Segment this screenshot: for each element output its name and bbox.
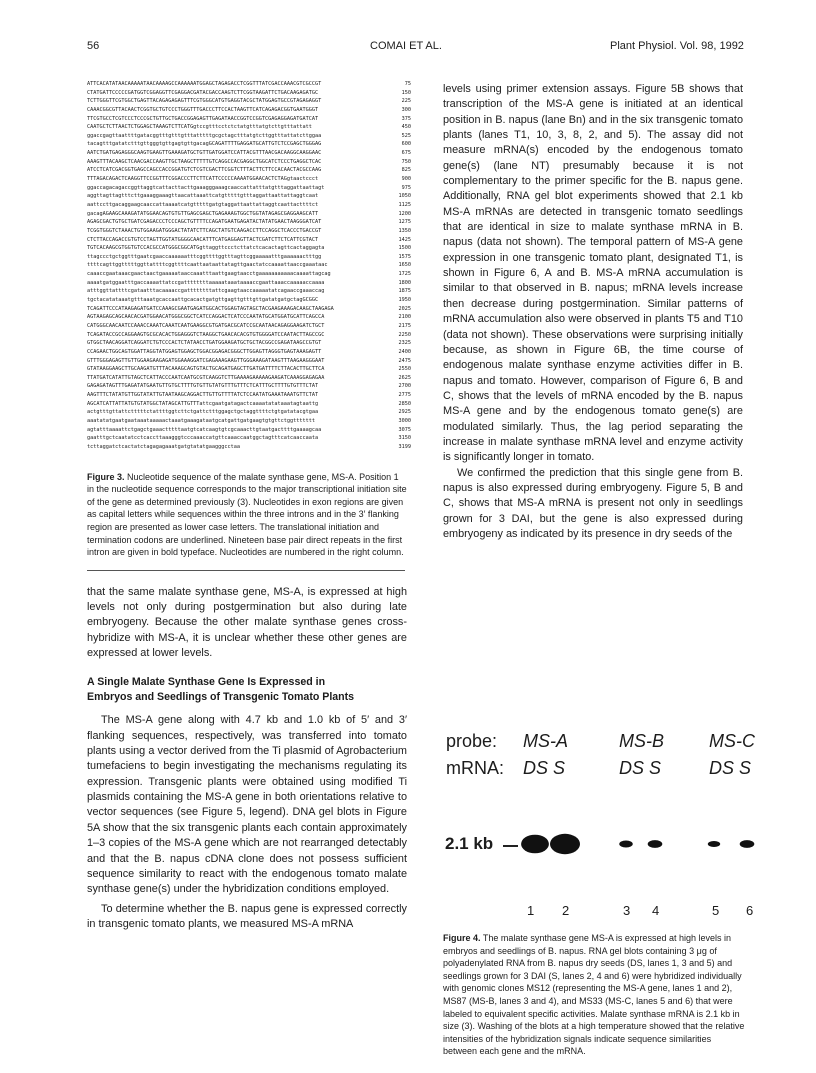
right-paragraph-1: levels using primer extension assays. Figure 5B shows that transcription of the MS-A gene is initiated at an identical position in B. napus (lane Bn) and in the six transgenic tomato plants (lanes T1, 10, 3, 8, 2, and 5). The assay did not measure mRNA(s) encoded by the endogenous tomato gene(s) (lane NT) presumably because it is not complementary to the primer specific for the B. napus gene. Additionally, RNA gel blot experiments showed that 2.1 kb MS-A mRNAs are detected in transgenic tomato seedlings that are identical in size to malate synthase mRNA in B. napus (data not shown). The temporal pattern of MS-A gene expression in one transgenic tomato plant, designated T1, is shown in Figure 6, A and B. MS-A mRNA accumulation is similar to that observed in B. napus; mRNA levels increase then decrease during postgermination. Similar patterns of mRNA accumulation also were observed in plants T5 and T10 (data not shown). These observations were surprising initially because, as shown in Figure 6B, the time course of endogenous malate synthase enzyme activities differ in B. napus and tomato. However, comparison of Figure 6, B and C, shows that the levels of mRNA encoded by the B. napus MS-A gene and by the endogenous tomato gene(s) are modulated similarly. Thus, the lag period separating the increase in malate synthase mRNA level and enzyme activity is significantly longer in tomato. — [443, 83, 743, 464]
sequence-text: TTTAGACAGACTCAAGGTTCCGGTTTCGGACCCTTCTTCATTCCCCCAAAATGGAACACTCTAGgtaactccct — [87, 176, 319, 183]
sequence-position: 3075 — [398, 426, 411, 433]
sequence-line — [87, 218, 411, 227]
figure-3-caption-text: Nucleotide sequence of the malate synthase gene, MS-A. Position 1 in the nucleotide sequence corresponds to the major transcriptional initiation site of the gene as determined previously (3). Nucleotides in exon regions are given as capital letters while sequences within the three introns and in the 3′ flanking region are presented as lower case letters. The translational initiation and termination codons are underlined. Nineteen base pair direct repeats in the first intron are given in bold typeface. Nucleotides are numbered in the right column. — [87, 471, 407, 558]
lane-number-2: 2 — [562, 903, 570, 918]
sequence-text: tgctacatataaatgtttaaatgcaccaattgcacactgatgttgagttgtttgttgatatgatgctagGCGGC — [87, 297, 319, 304]
sequence-text: aaaatgatggaatttgaccaaaattatccgattttttttaaaaataaataaaaccgaattaaaccaaaaaccaaaa — [87, 279, 325, 286]
section-heading — [87, 675, 407, 705]
sequence-text: AGAGCGACTGTGCTGATCGAGACCCTCCCAGCTGTTTTCCAGATGAATGAGATACTATATGAACTAAGGGATCAT — [87, 219, 322, 226]
sequence-text: atttggttattttcgataatttacaaaaccgattttttttattcgaagtaaccaaaaatatcagaaccgaaaccag — [87, 288, 325, 295]
sequence-position: 150 — [401, 89, 411, 96]
sequence-position: 75 — [404, 81, 411, 87]
sequence-text: GTGGCTAACAGGATCAGGATCTGTCCCACTCTATAACCTGATGGAAGATGCTGCTACGGCCGAGATAAGCCGTGT — [87, 340, 322, 347]
sequence-position: 825 — [401, 167, 411, 174]
blot-bands — [443, 724, 778, 864]
left-paragraph-3: To determine whether the B. napus gene is expressed correctly in transgenic tomato plants, we measured MS-A mRNA — [87, 902, 407, 930]
sequence-position: 2400 — [398, 348, 411, 355]
sequence-text: GTTTGGGAGAGTTGTTGGAAGAAGAGATGGAAAGGATCGAGAAAGAAGTTGGGAAAGATAAGTTTAAGAAGGGAAT — [87, 357, 325, 364]
left-column — [87, 80, 411, 932]
left-paragraph-2: The MS-A gene along with 4.7 kb and 1.0 kb of 5′ and 3′ flanking sequences, respectively, was transferred into tomato plants using a vector derived from the Ti plasmid of Agrobacterium tumefaciens to begin investigating the mechanisms regulating its expression. Transgenic plants were obtained using modified Ti plasmids containing the MS-A gene in both orientations relative to vector sequences (see Figure 5, legend). DNA gel blots in Figure 5A show that the six transgenic plants each contain approximately 1–3 copies of the MS-A gene which are not rearranged detectably and that the B. napus cDNA clone does not possess sufficient sequence similarity to react with the endogenous tomato malate synthase gene(s) under the hybridization conditions employed. — [87, 714, 407, 896]
sequence-text: ttttcagttggtttttggttattttcggttttcaattaataattatagttgaactatccaaaattaaccgaaataac — [87, 262, 328, 269]
sequence-position: 750 — [401, 158, 411, 165]
figure-4-caption-text: The malate synthase gene MS-A is expressed at high levels in embryos and seedlings of B. napus. RNA gel blots containing 3 μg of polyadenylated RNA from B. napus dry seeds (DS, lanes 1, 3 and 5) and seedlings grown for 3 DAI (S, lanes 2, 4 and 6) were hybridized individually with genomic clones MS12 (representing the MS-A gene, lanes 1 and 2), MS87 (MS-B, lanes 3 and 4), and MS33 (MS-C, lanes 5 and 6) that were labeled to equivalent specific activities. Malate synthase mRNA is 2.1 kb in size (3). Washing of the blots at a high temperature showed that the relative intensities of the hybridization signals indicate sequence similarities between each gene and the mRNA. — [443, 933, 745, 1057]
sequence-position: 1275 — [398, 219, 411, 226]
sequence-line — [87, 192, 411, 201]
sequence-text: AAAGTTTACAAGCTCAACGACCAAGTTGCTAAGCTTTTTGTCAGGCCACGAGGCTGGCATCTCCCTGAGGCTCAC — [87, 158, 322, 165]
sequence-line — [87, 287, 411, 296]
lane-number-6: 6 — [746, 903, 754, 918]
sequence-line — [87, 210, 411, 219]
sequence-position: 3150 — [398, 435, 411, 442]
sequence-text: actgtttgttattctttttctattttggtcttctgattctttggagctgctaggttttctgtgatatacgtgaa — [87, 409, 319, 416]
sequence-text: CAAACGGCGTTACAACTCGGTGCTGTCCCTGGGTTTGACCCTTCCACTAAGTTCATCAGAGACGGTGAATGGGT — [87, 106, 319, 113]
band-lane-3 — [619, 841, 633, 848]
sequence-line — [87, 158, 411, 167]
band-lane-5 — [708, 841, 720, 847]
sequence-text: tcttaggatctcactatctagagagaaatgatgtatatgaagggcctaa — [87, 443, 241, 450]
sequence-line — [87, 270, 411, 279]
mrna-label: mRNA: — [446, 758, 504, 778]
condition-ms-c: DS S — [709, 758, 752, 778]
lane-number-5: 5 — [712, 903, 720, 918]
figure-3-caption — [87, 471, 407, 559]
sequence-position: 3199 — [398, 443, 411, 450]
sequence-line — [87, 408, 411, 417]
sequence-line — [87, 184, 411, 193]
sequence-line — [87, 391, 411, 400]
sequence-line — [87, 348, 411, 357]
sequence-line — [87, 244, 411, 253]
sequence-line — [87, 201, 411, 210]
sequence-line — [87, 115, 411, 124]
sequence-position: 1050 — [398, 193, 411, 200]
sequence-line — [87, 97, 411, 106]
lane-number-1: 1 — [527, 903, 535, 918]
sequence-line — [87, 357, 411, 366]
sequence-position: 2325 — [398, 340, 411, 347]
band-lane-1 — [521, 835, 549, 854]
sequence-position: 1800 — [398, 279, 411, 286]
sequence-line — [87, 305, 411, 314]
sequence-text: TCAGATTCCCATAAGAGATGATCCAAAGCGAATGAGATGGCACTGGAGTAGTAGCTACGAAGAAAGACAAGCTAAGAGA — [87, 305, 334, 312]
sequence-position: 2475 — [398, 357, 411, 364]
sequence-position: 2175 — [398, 322, 411, 329]
probe-ms-a: MS-A — [523, 731, 568, 751]
sequence-position: 2250 — [398, 331, 411, 338]
sequence-line — [87, 339, 411, 348]
sequence-text: ggaccgagttaattttgatacggtttgtttgtttatttttgcgctagctttatgtcttggtttattatcttggaa — [87, 132, 322, 139]
sequence-text: TTATGATCATATTGTAGCTCATTACCCAATCAATGCGTCAAGGTCTTGAAAAGAAAAAGAAGATCAAAGGAGAGAA — [87, 374, 325, 381]
sequence-text: AATCTGATGAGAGGGCAAGTGAAGTTGAAAGATGCTGTTGATGGATCCATTACGTTTAACGACAAGGCAAGGAAC — [87, 150, 322, 157]
probe-ms-b: MS-B — [619, 731, 664, 751]
probe-ms-c: MS-C — [709, 731, 755, 751]
sequence-line — [87, 80, 411, 89]
sequence-line — [87, 236, 411, 245]
sequence-position: 1950 — [398, 297, 411, 304]
sequence-text: CCAGAACTGGCAGTGGATTAGGTATGGAGTGGAGCTGGACGGAGACGGGCTTGGAGTTAGGGTGAGTAAAGAGTT — [87, 348, 322, 355]
lane-number-4: 4 — [652, 903, 660, 918]
sequence-line — [87, 253, 411, 262]
sequence-line — [87, 374, 411, 383]
band-lane-4 — [648, 840, 663, 848]
sequence-position: 2625 — [398, 374, 411, 381]
sequence-line — [87, 106, 411, 115]
sequence-text: AGCATCATTATTATGTGTATGGCTATAGCATTGTTTattcgaatgatagactcaaaatatataaatagtaattg — [87, 400, 319, 407]
sequence-line — [87, 166, 411, 175]
sequence-position: 1725 — [398, 271, 411, 278]
sequence-position: 600 — [401, 141, 411, 148]
sequence-text: aggttagttagtttcttgaaaggaaagttaacattaaattcatgtttttgtttaggattaattattaggtcaat — [87, 193, 319, 200]
sequence-text: tacagtttgatatctttgttgggtgttgagtgttgacagGCAGATTTTGAGGATGCATTGTCTCCGAGCTGGGAG — [87, 141, 322, 148]
sequence-text: ATCCTCATCGACGGTGAGCCAGCCACCGGATGTCTCGTCGACTTCGGTCTTTACTTCTTCCACAACTACGCCAAG — [87, 167, 322, 174]
sequence-line — [87, 175, 411, 184]
sequence-text: aattccttgacaggaagcaaccattaaaatcatgtttttgatgtaggattaattattaggtcaattacttttct — [87, 201, 319, 208]
right-column — [443, 82, 743, 542]
sequence-position: 1575 — [398, 253, 411, 260]
sequence-position: 975 — [401, 184, 411, 191]
nucleotide-sequence — [87, 80, 411, 452]
sequence-line — [87, 313, 411, 322]
sequence-position: 2925 — [398, 409, 411, 416]
sequence-text: TGTCACAAGCGTGGTGTCCACGCCATGGGCGGCATGgttaggttccctcttatctcacactagttcactaggagta — [87, 245, 325, 252]
sequence-line — [87, 296, 411, 305]
sequence-position: 2700 — [398, 383, 411, 390]
sequence-position: 2850 — [398, 400, 411, 407]
sequence-text: TCTTGGGTTCGTGGCTGAGTTACAGAGAGAGTTTCGTGGGCATGTGAGGTACGCTATGGAGTGCCGTAGAGAGGT — [87, 98, 322, 105]
sequence-text: ggaccagacagaccggttaggtcattacttacttgaaagggaaagcaaccattatttatgtttaggattaattagt — [87, 184, 325, 191]
lane-number-3: 3 — [623, 903, 631, 918]
sequence-position: 1425 — [398, 236, 411, 243]
sequence-text: gaatttgctcaatatcctcaccttaaagggtcccaaaccatgttcaaaccaatggctagtttcatcaaccaata — [87, 435, 319, 442]
sequence-position: 2775 — [398, 392, 411, 399]
figure-4-label: Figure 4. — [443, 933, 481, 943]
sequence-line — [87, 434, 411, 443]
sequence-text: caaaccgaataaacgaactaactgaaaaataaccaaatttaattgaagtaacctgaaaaaaaaaaacaaaattagcag — [87, 271, 331, 278]
running-head-authors: COMAI ET AL. — [370, 40, 442, 52]
sequence-line — [87, 89, 411, 98]
sequence-text: CATGGGCAACAATCCAAACCAAATCAAATCAATGAAGGCGTGATGACGCATCCGCAATAACAGAGGAAGATCTGCT — [87, 322, 325, 329]
sequence-line — [87, 426, 411, 435]
sequence-line — [87, 279, 411, 288]
running-head-journal: Plant Physiol. Vol. 98, 1992 — [610, 40, 744, 52]
section-heading-line-1: A Single Malate Synthase Gene Is Expressed in — [87, 676, 326, 689]
sequence-position: 900 — [401, 176, 411, 183]
sequence-text: TTCGTGCCTCGTCCCTCCCGCTGTTGCTGACCGGAGAGTTGAGATAACCGGTCCGGTCGAGAGGAGATGATCAT — [87, 115, 319, 122]
sequence-position: 1350 — [398, 227, 411, 234]
sequence-text: GTATAAGGAAGCTTGCAAGATGTTTACAAAGCAGTGTACTGCAGATGAGCTTGATGATTTTCTTACACTTGCTTCA — [87, 366, 325, 373]
figure-4-blot — [443, 724, 778, 864]
figure-4-caption — [443, 932, 746, 1058]
sequence-position: 450 — [401, 124, 411, 131]
sequence-line — [87, 261, 411, 270]
sequence-line — [87, 417, 411, 426]
sequence-position: 1650 — [398, 262, 411, 269]
sequence-line — [87, 149, 411, 158]
sequence-text: CTATGATTCCCCCGATGGTCGGAGGTTCGAGGACGATACGACCAAGTCTTCGGTAAGATTCTGACAAGAGATGC — [87, 89, 319, 96]
sequence-position: 375 — [401, 115, 411, 122]
band-lane-2 — [550, 834, 580, 854]
sequence-line — [87, 140, 411, 149]
sequence-text: gacagAGAAGCAAAGATATGGAACAGTGTGTTGAGCGAGCTGAGAAAGTGGCTGGTATAGAGCGAGGAAGCATT — [87, 210, 319, 217]
caption-divider — [87, 570, 405, 571]
sequence-position: 225 — [401, 98, 411, 105]
sequence-position: 675 — [401, 150, 411, 157]
band-lane-6 — [740, 840, 755, 848]
sequence-position: 2550 — [398, 366, 411, 373]
sequence-position: 3000 — [398, 417, 411, 424]
sequence-text: agtatttaaaattctgagctgaaactttttaatgtcatcaagtgtcgcaaacttgtaatgacttttgaaaagcaa — [87, 426, 322, 433]
sequence-position: 525 — [401, 132, 411, 139]
sequence-line — [87, 365, 411, 374]
sequence-position: 1200 — [398, 210, 411, 217]
sequence-line — [87, 322, 411, 331]
sequence-text: ATTCACATATAACAAAAATAACAAAAGCCAAAAAATGGAGCTAGAGACCTCGGTTTATCGACCAAACGTCGCCGT — [87, 81, 322, 87]
right-paragraph-2: We confirmed the prediction that this single gene from B. napus is also expressed during embryogeny. Figure 5, B and C, shows that MS-A mRNA is present not only in seedlings grown for 3 DAI, but the gene is also expressed during embryogeny as indicated by its presence in dry seeds of the — [443, 466, 743, 540]
condition-ms-b: DS S — [619, 758, 662, 778]
sequence-text: AGTAAGAGCAGCAACACGATGGAACATGGGCGGCTCATCCAGGACTCATCCCAATATGCATGGATGCATTCAGCCA — [87, 314, 325, 321]
sequence-line — [87, 132, 411, 141]
page-number: 56 — [87, 40, 100, 52]
sequence-position: 1500 — [398, 245, 411, 252]
sequence-text: ttagccctgctggtttgaatcgaaccaaaaaatttcggttttggtttagttcggaaaaatttgaaaaaactttgg — [87, 253, 322, 260]
sequence-line — [87, 123, 411, 132]
sequence-text: aaatatatgaatgaataaataaaaactaaatgaaagataatgcatgattgatgaagtgtgttctggttttttt — [87, 417, 315, 424]
sequence-position: 300 — [401, 106, 411, 113]
sequence-text: TCAGATACCGCCAGGAAGTGCGCACACTGGAGGGTCTAAGGCTGAACACACGTGTGGGGATCCAATACTTAGCCGC — [87, 331, 325, 338]
sequence-text: GAGAGATAGTTTGAGATATGAATGTTGTGCTTTTGTGTTGTATGTTTGTTTCTCATTTGCTTTTGTGTTTCTAT — [87, 383, 319, 390]
condition-ms-a: DS S — [523, 758, 566, 778]
sequence-line — [87, 400, 411, 409]
sequence-position: 2025 — [398, 305, 411, 312]
size-marker-label: 2.1 kb — [445, 834, 494, 853]
sequence-position: 1125 — [398, 201, 411, 208]
sequence-text: CAATGCTCTTAACTCTGGAGCTAAAGTCTTCATGgtccgtttcctctctatgtttatgtcttgtttattatt — [87, 124, 312, 131]
figure-3-label: Figure 3. — [87, 471, 125, 482]
sequence-position: 1875 — [398, 288, 411, 295]
sequence-line — [87, 331, 411, 340]
sequence-line — [87, 443, 411, 452]
left-paragraph-1: that the same malate synthase gene, MS-A, is expressed at high levels not only during postgermination but also during late embryogeny. Because the other malate synthase genes cross-hybridize with MS-A, it is unclear whether these other genes are expressed at lower levels. — [87, 585, 407, 660]
sequence-text: CTCTTACCAGACCGTGTCCTAGTTGGTATGGGGCAACATTTCATGAGGAGTTACTCGATCTTCTCATTCGTACT — [87, 236, 319, 243]
probe-label: probe: — [446, 731, 498, 751]
sequence-text: TCGGTGGGTCTAAACTGTGGAAGATGGGACTATATCTTCAGCTATGTCAAGACCTTCCAGGCTCACCCTGACCGT — [87, 227, 322, 234]
section-heading-line-2: Embryos and Seedlings of Transgenic Tomato Plants — [87, 691, 355, 704]
sequence-line — [87, 227, 411, 236]
sequence-line — [87, 382, 411, 391]
sequence-position: 2100 — [398, 314, 411, 321]
sequence-text: AAGTTTCTATATGTTGGTATATTGTAATAAGCAGGACTTGTTGTTTTATCTCCAATATGAAATAAATGTTCTAT — [87, 392, 319, 399]
